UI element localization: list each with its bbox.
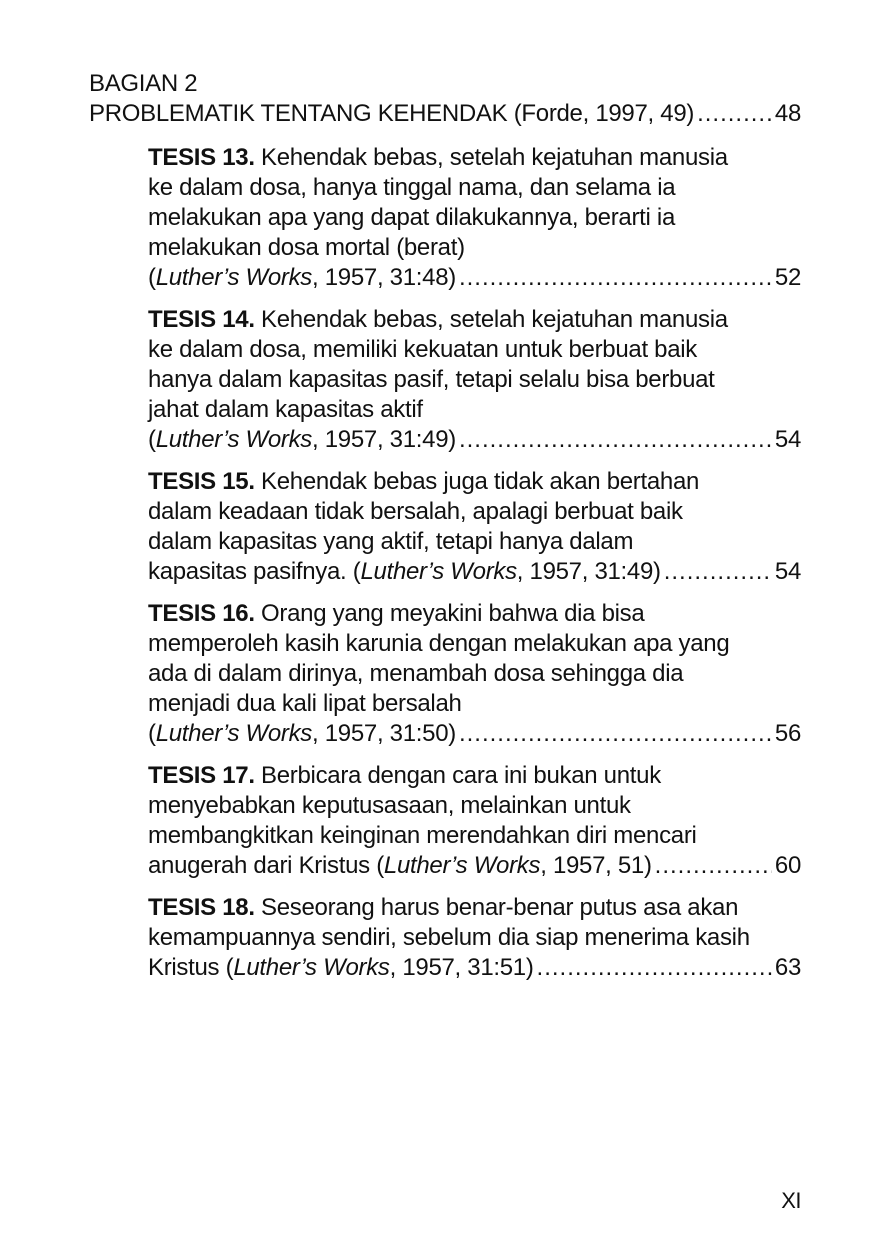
citation-work: Luther’s Works — [233, 954, 390, 981]
citation-prefix: ( — [148, 264, 156, 291]
citation-work: Luther’s Works — [155, 426, 313, 453]
entry-text: jahat dalam kapasitas aktif — [148, 396, 423, 423]
citation-ref: , 1957, 31:49) — [312, 426, 456, 453]
toc-entry-tesis-15[interactable] — [148, 467, 801, 587]
entry-citation-line — [148, 719, 801, 749]
entry-number: TESIS 15. — [148, 468, 255, 495]
citation-work: Luther’s Works — [360, 558, 517, 585]
entry-text: Kehendak bebas, setelah kejatuhan manusia — [254, 144, 728, 171]
entry-text: melakukan dosa mortal (berat) — [148, 234, 465, 261]
citation-prefix: Kristus ( — [148, 954, 234, 981]
entry-text: dalam keadaan tidak bersalah, apalagi berbuat baik — [148, 498, 683, 525]
dot-leader — [459, 425, 772, 455]
page-folio: XI — [781, 1188, 801, 1213]
entry-text: hanya dalam kapasitas pasif, tetapi selalu bisa berbuat — [148, 366, 715, 393]
entry-text: membangkitkan keinginan merendahkan diri mencari — [148, 822, 697, 849]
citation-ref: , 1957, 51) — [540, 852, 652, 879]
entry-page-number: 54 — [774, 558, 801, 585]
dot-leader — [664, 557, 772, 587]
dot-leader — [459, 719, 772, 749]
part-title: PROBLEMATIK TENTANG KEHENDAK (Forde, 1997, 49) — [89, 100, 695, 127]
citation-prefix: anugerah dari Kristus ( — [148, 852, 384, 879]
entry-text: kemampuannya sendiri, sebelum dia siap menerima kasih — [148, 924, 750, 951]
entry-number: TESIS 14. — [148, 306, 255, 333]
entry-text: ada di dalam dirinya, menambah dosa sehingga dia — [148, 660, 684, 687]
entry-page-number: 54 — [774, 426, 801, 453]
entry-number: TESIS 18. — [148, 894, 255, 921]
entry-text: melakukan apa yang dapat dilakukannya, berarti ia — [148, 204, 675, 231]
entry-text: Seseorang harus benar-benar putus asa akan — [254, 894, 739, 921]
entry-text: dalam kapasitas yang aktif, tetapi hanya dalam — [148, 528, 634, 555]
citation-prefix: kapasitas pasifnya. ( — [148, 558, 361, 585]
citation-ref: , 1957, 31:50) — [312, 720, 456, 747]
entry-text: menjadi dua kali lipat bersalah — [148, 690, 462, 717]
entry-page-number: 52 — [774, 264, 801, 291]
part-title-line[interactable] — [89, 99, 801, 129]
toc-entries — [148, 143, 801, 995]
citation-ref: , 1957, 31:51) — [389, 954, 534, 981]
citation-work: Luther’s Works — [383, 852, 541, 879]
dot-leader — [655, 851, 772, 881]
entry-text: menyebabkan keputusasaan, melainkan untuk — [148, 792, 631, 819]
entry-citation-line — [148, 263, 801, 293]
entry-number: TESIS 17. — [148, 762, 255, 789]
citation-prefix: ( — [148, 720, 156, 747]
entry-text: Berbicara dengan cara ini bukan untuk — [254, 762, 661, 789]
entry-citation-line — [148, 953, 801, 983]
part-page-number: 48 — [774, 100, 801, 127]
entry-text: Kehendak bebas juga tidak akan bertahan — [254, 468, 700, 495]
entry-text: ke dalam dosa, hanya tinggal nama, dan selama ia — [148, 174, 676, 201]
toc-entry-tesis-16[interactable] — [148, 599, 801, 749]
citation-ref: , 1957, 31:49) — [516, 558, 661, 585]
entry-page-number: 56 — [774, 720, 801, 747]
entry-citation-line — [148, 425, 801, 455]
part-heading — [89, 69, 801, 129]
entry-citation-line — [148, 851, 801, 881]
citation-prefix: ( — [148, 426, 156, 453]
citation-ref: , 1957, 31:48) — [312, 264, 456, 291]
toc-entry-tesis-17[interactable] — [148, 761, 801, 881]
citation-work: Luther’s Works — [155, 720, 313, 747]
entry-text: memperoleh kasih karunia dengan melakukan apa yang — [148, 630, 730, 657]
entry-page-number: 60 — [774, 852, 801, 879]
entry-page-number: 63 — [774, 954, 801, 981]
toc-entry-tesis-18[interactable] — [148, 893, 801, 983]
entry-number: TESIS 13. — [148, 144, 255, 171]
entry-text: Orang yang meyakini bahwa dia bisa — [254, 600, 645, 627]
citation-work: Luther’s Works — [155, 264, 313, 291]
entry-citation-line — [148, 557, 801, 587]
toc-entry-tesis-14[interactable] — [148, 305, 801, 455]
dot-leader — [459, 263, 772, 293]
entry-text: ke dalam dosa, memiliki kekuatan untuk berbuat baik — [148, 336, 698, 363]
entry-text: Kehendak bebas, setelah kejatuhan manusia — [254, 306, 728, 333]
dot-leader — [537, 953, 772, 983]
dot-leader — [697, 99, 772, 129]
entry-number: TESIS 16. — [148, 600, 255, 627]
part-label: BAGIAN 2 — [89, 70, 198, 97]
toc-entry-tesis-13[interactable] — [148, 143, 801, 293]
